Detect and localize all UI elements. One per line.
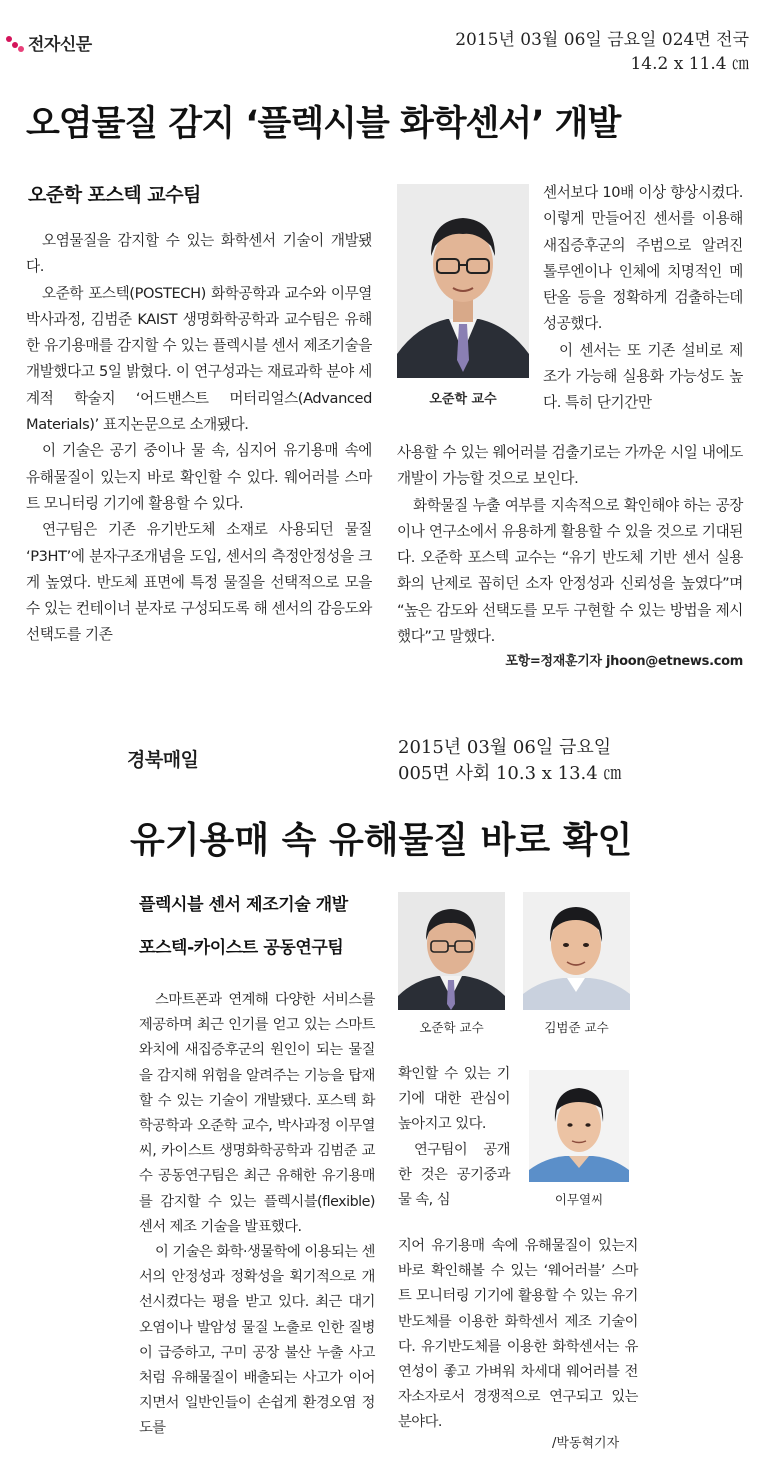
portrait-photo-lee-mooyeol xyxy=(529,1070,629,1182)
article2-col2-paragraph: 지어 유기용매 속에 유해물질이 있는지 바로 확인해볼 수 있는 ‘웨어러블’ 스마트 모니터링 기기에 활용할 수 있는 유기반도체를 이용한 화학센서 제조 기술이다. 유기반도체를 이용한 화학센서는 유연성이 좋고 가벼워 차세대 웨어러블 전자소자로서 경쟁적으로 연구되고 있는 분야다. xyxy=(398,1238,638,1431)
article1-headline: 오염물질 감지 ‘플렉시블 화학센서’ 개발 xyxy=(26,104,621,144)
etnews-logo xyxy=(6,30,92,55)
article1-col1-paragraph: 이 기술은 공기 중이나 물 속, 심지어 유기용매 속에 유해물질이 있는지 바로 확인할 수 있다. 웨어러블 스마트 모니터링 기기에 활용할 수 있다. xyxy=(26,442,372,512)
article2-byline: /박동혁기자 xyxy=(552,1436,620,1451)
article1-col2-paragraph: 화학물질 누출 여부를 지속적으로 확인해야 하는 공장이나 연구소에서 유용하게 활용할 수 있을 것으로 기대된다. 오준학 포스텍 교수는 “유기 반도체 기반 센서 실용화의 난제로 꼽히던 소자 안정성과 신뢰성을 높였다”며 “높은 감도와 선택도를 모두 구현할 수 있는 방법을 제시했다”고 말했다. xyxy=(397,496,743,646)
article1-photo-caption: 오준학 교수 xyxy=(429,392,497,407)
article2-subheadline-team: 포스텍-카이스트 공동연구팀 xyxy=(139,938,344,958)
article1-meta-date: 2015년 03월 06일 금요일 024면 전국 xyxy=(455,30,749,50)
article1-col2-paragraph: 사용할 수 있는 웨어러블 검출기로는 가까운 시일 내에도 개발이 가능할 것으로 보인다. xyxy=(397,444,743,488)
article2-caption-lee: 이무열씨 xyxy=(554,1192,604,1207)
article1-col2-paragraph: 이 센서는 또 기존 설비로 제조가 가능해 실용화 가능성도 높다. 특히 단기간만 xyxy=(543,341,743,412)
etnews-logo-icon xyxy=(6,34,24,52)
portrait-photo-oh-junhak-small xyxy=(398,892,505,1010)
article2-col2-paragraph: 연구팀이 공개한 것은 공기중과 물 속, 심 xyxy=(398,1141,510,1209)
article1-column2-bottom xyxy=(397,440,743,650)
article2-meta-size: 005면 사회 10.3 x 13.4 ㎝ xyxy=(398,763,622,784)
article2-column2-top xyxy=(398,1062,510,1213)
article2-meta-date: 2015년 03월 06일 금요일 xyxy=(398,737,612,758)
article1-col2-paragraph: 센서보다 10배 이상 향상시켰다. 이렇게 만들어진 센서를 이용해 새집증후군의 주범으로 알려진 톨루엔이나 인체에 치명적인 메탄올 등을 정확하게 검출하는데 성공했다. xyxy=(543,184,743,333)
portrait-photo-oh-junhak xyxy=(397,184,529,378)
kbmaeil-logo: 경북매일 xyxy=(127,749,199,771)
article1-subheadline: 오준학 포스텍 교수팀 xyxy=(28,184,201,206)
article1-meta xyxy=(455,28,749,76)
article2-col1-paragraph: 스마트폰과 연계해 다양한 서비스를 제공하며 최근 인기를 얻고 있는 스마트와치에 새집증후군의 원인이 되는 물질을 감지해 위험을 알려주는 기능을 탑재할 수 있는 기술이 개발됐다. 포스텍 화학공학과 오준학 교수, 박사과정 이무열씨, 카이스트 생명화학공학과 김범준 교수 공동연구팀은 최근 유해한 유기용매를 감지할 수 있는 플렉시블(flexible) 센서 제조 기술을 발표했다. xyxy=(139,992,375,1235)
article1-column2-top xyxy=(543,180,743,417)
article2-column2-bottom xyxy=(398,1234,638,1436)
article1-col1-paragraph: 오염물질을 감지할 수 있는 화학센서 기술이 개발됐다. xyxy=(26,232,372,276)
article1-meta-size: 14.2 x 11.4 ㎝ xyxy=(630,54,749,74)
etnews-logo-text: 전자신문 xyxy=(28,35,92,55)
article2-headline: 유기용매 속 유해물질 바로 확인 xyxy=(130,819,633,861)
article1-col1-paragraph: 오준학 포스텍(POSTECH) 화학공학과 교수와 이무열 박사과정, 김범준 KAIST 생명화학공학과 교수팀은 유해한 유기용매를 감지할 수 있는 플렉시블 센서 제조기술을 개발했다고 5일 밝혔다. 이 연구성과는 재료과학 분야 세계적 학술지 ‘어드밴스트 머터리얼스(Advanced Materials)’ 표지논문으로 소개됐다. xyxy=(26,284,372,434)
article1-column1 xyxy=(26,228,372,649)
article2-subheadline: 플렉시블 센서 제조기술 개발 xyxy=(139,895,348,915)
article2-caption-oh: 오준학 교수 xyxy=(419,1020,484,1035)
article1-col1-paragraph: 연구팀은 기존 유기반도체 소재로 사용되던 물질 ‘P3HT’에 분자구조개념을 도입, 센서의 측정안정성을 크게 높였다. 반도체 표면에 특정 물질을 선택적으로 모을 수 있는 컨테이너 분자로 구성되도록 해 센서의 감응도와 선택도를 기존 xyxy=(26,521,372,644)
article2-meta xyxy=(398,735,621,787)
article2-col2-paragraph: 확인할 수 있는 기기에 대한 관심이 높아지고 있다. xyxy=(398,1066,510,1133)
article2-col1-paragraph: 이 기술은 화학·생물학에 이용되는 센서의 안정성과 정확성을 획기적으로 개선시켰다는 평을 받고 있다. 최근 대기오염이나 발암성 물질 노출로 인한 질병이 급증하고, 구미 공장 불산 누출 사고처럼 유해물질이 배출되는 사고가 이어지면서 일반인들이 손쉽게 환경오염 정도를 xyxy=(139,1244,375,1437)
article2-column1 xyxy=(139,988,375,1442)
portrait-photo-kim-bumjoon xyxy=(523,892,630,1010)
article2-caption-kim: 김범준 교수 xyxy=(544,1020,609,1035)
article1-byline: 포항=정재훈기자 jhoon@etnews.com xyxy=(505,654,743,669)
